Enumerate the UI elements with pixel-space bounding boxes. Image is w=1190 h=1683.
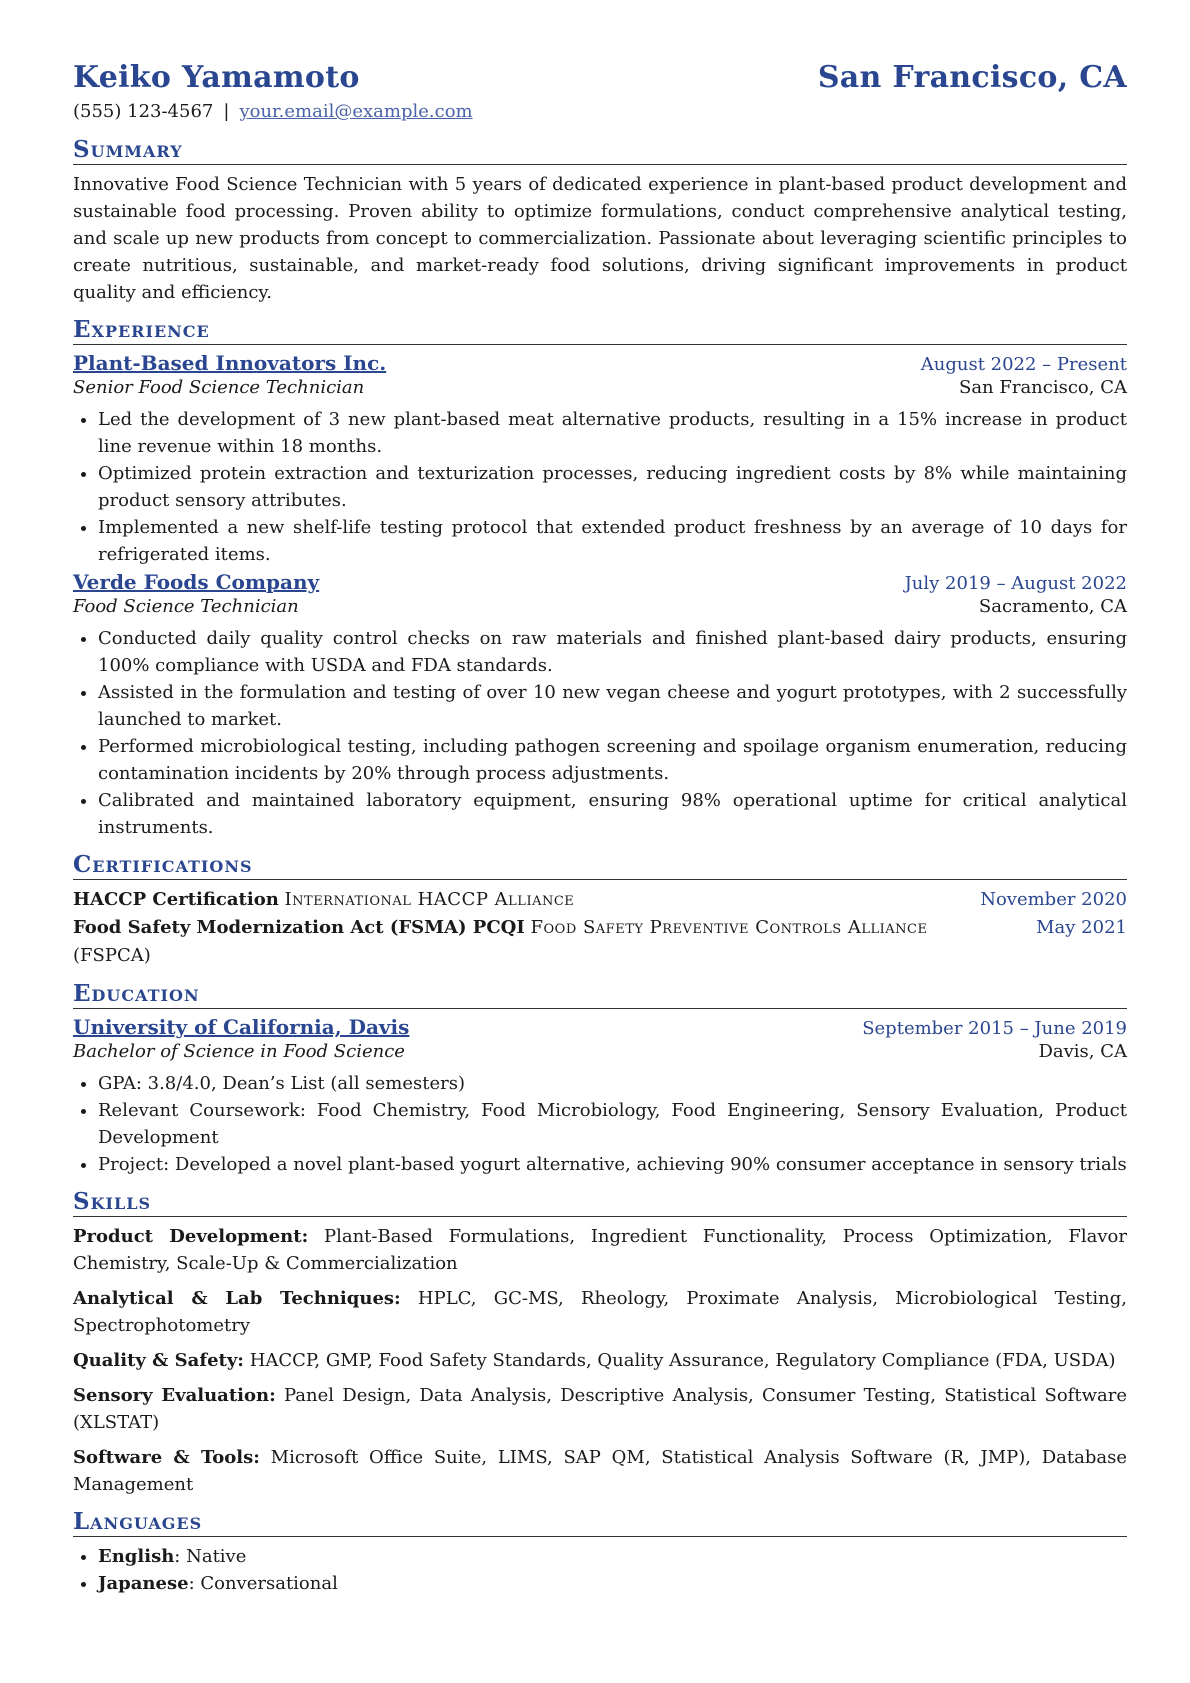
certification-item bbox=[73, 914, 1127, 942]
job-dates: July 2019 – August 2022 bbox=[904, 573, 1127, 594]
phone-number: (555) 123-4567 bbox=[73, 101, 214, 122]
certification-item bbox=[73, 886, 1127, 914]
experience-entry bbox=[73, 351, 1127, 568]
language-level: : Native bbox=[174, 1546, 247, 1567]
language-level: : Conversational bbox=[188, 1573, 338, 1594]
contact-separator: | bbox=[223, 101, 230, 122]
candidate-location: San Francisco, CA bbox=[817, 60, 1127, 95]
job-title: Senior Food Science Technician bbox=[73, 377, 365, 398]
skill-item bbox=[73, 1444, 1127, 1498]
list-item: • Conducted daily quality control checks on raw materials and finished plant-based dairy products, ensuring 100% compliance with USDA and FDA standards. bbox=[98, 625, 1127, 679]
skill-item bbox=[73, 1347, 1127, 1374]
skill-value: HPLC, GC-MS, Rheology, Proximate Analysis, Microbiological Testing, Spectrophotometry bbox=[73, 1288, 1127, 1336]
list-item: • Relevant Coursework: Food Chemistry, Food Microbiology, Food Engineering, Sensory Evaluation, Product Development bbox=[98, 1097, 1127, 1151]
certification-name: HACCP Certification bbox=[73, 889, 279, 910]
contact-line bbox=[73, 101, 1127, 122]
section-title-summary: Summary bbox=[73, 136, 1127, 165]
skill-label: Product Development: bbox=[73, 1226, 309, 1247]
list-item: • Assisted in the formulation and testing of over 10 new vegan cheese and yogurt prototypes, with 2 successfully launched to market. bbox=[98, 679, 1127, 733]
candidate-name: Keiko Yamamoto bbox=[73, 60, 360, 95]
email-link[interactable]: your.email@example.com bbox=[239, 101, 473, 122]
certification-org: Food Safety Preventive Controls Alliance bbox=[530, 917, 928, 938]
job-location: San Francisco, CA bbox=[958, 377, 1127, 398]
job-bullets bbox=[73, 625, 1127, 841]
school-link[interactable]: University of California, Davis bbox=[73, 1015, 410, 1039]
section-title-skills: Skills bbox=[73, 1188, 1127, 1217]
skill-item bbox=[73, 1285, 1127, 1339]
job-dates: August 2022 – Present bbox=[920, 354, 1127, 375]
job-title: Food Science Technician bbox=[73, 596, 299, 617]
section-title-certifications: Certifications bbox=[73, 851, 1127, 880]
certification-org: International HACCP Alliance bbox=[284, 889, 575, 910]
education-bullets bbox=[73, 1070, 1127, 1178]
list-item: • GPA: 3.8/4.0, Dean’s List (all semesters) bbox=[98, 1070, 1127, 1097]
job-bullets bbox=[73, 406, 1127, 568]
experience-entry bbox=[73, 570, 1127, 841]
resume-header bbox=[73, 60, 1127, 95]
list-item: • Performed microbiological testing, including pathogen screening and spoilage organism enumeration, reducing contamination incidents by 20% through process adjustments. bbox=[98, 733, 1127, 787]
certification-org-tail: (FSPCA) bbox=[73, 945, 151, 966]
list-item: • Optimized protein extraction and texturization processes, reducing ingredient costs by 8% while maintaining product sensory attributes. bbox=[98, 460, 1127, 514]
skill-value: Panel Design, Data Analysis, Descriptive Analysis, Consumer Testing, Statistical Software (XLSTAT) bbox=[73, 1385, 1127, 1433]
languages-list bbox=[73, 1543, 1127, 1597]
list-item: • Implemented a new shelf-life testing protocol that extended product freshness by an average of 10 days for refrigerated items. bbox=[98, 514, 1127, 568]
skill-item bbox=[73, 1223, 1127, 1277]
skill-label: Analytical & Lab Techniques: bbox=[73, 1288, 401, 1309]
skill-label: Sensory Evaluation: bbox=[73, 1385, 276, 1406]
company-link[interactable]: Plant-Based Innovators Inc. bbox=[73, 351, 387, 375]
skill-item bbox=[73, 1382, 1127, 1436]
list-item bbox=[98, 1570, 1127, 1597]
section-title-education: Education bbox=[73, 980, 1127, 1009]
education-location: Davis, CA bbox=[1038, 1041, 1127, 1062]
company-link[interactable]: Verde Foods Company bbox=[73, 570, 320, 594]
language-name: English bbox=[98, 1546, 175, 1567]
language-name: Japanese bbox=[98, 1573, 189, 1594]
list-item: • Calibrated and maintained laboratory equipment, ensuring 98% operational uptime for critical analytical instruments. bbox=[98, 787, 1127, 841]
skills-list bbox=[73, 1223, 1127, 1498]
resume-page bbox=[73, 60, 1127, 1597]
skill-value: Microsoft Office Suite, LIMS, SAP QM, Statistical Analysis Software (R, JMP), Database Management bbox=[73, 1447, 1127, 1495]
education-entry bbox=[73, 1015, 1127, 1178]
list-item bbox=[98, 1543, 1127, 1570]
section-title-languages: Languages bbox=[73, 1508, 1127, 1537]
list-item: • Led the development of 3 new plant-based meat alternative products, resulting in a 15% increase in product line revenue within 18 months. bbox=[98, 406, 1127, 460]
education-dates: September 2015 – June 2019 bbox=[862, 1018, 1127, 1039]
skill-value: HACCP, GMP, Food Safety Standards, Quality Assurance, Regulatory Compliance (FDA, USDA) bbox=[249, 1350, 1116, 1371]
skill-label: Quality & Safety: bbox=[73, 1350, 244, 1371]
certification-name: Food Safety Modernization Act (FSMA) PCQI bbox=[73, 917, 525, 938]
summary-text: Innovative Food Science Technician with 5 years of dedicated experience in plant-based product development and sustainable food processing. Proven ability to optimize formulations, conduct comprehensive analytical testing, and scale up new products from concept to commercialization. Passionate about leveraging scientific principles to create nutritious, sustainable, and market-ready food solutions, driving significant improvements in product quality and efficiency. bbox=[73, 174, 1127, 303]
certification-date: November 2020 bbox=[980, 889, 1127, 910]
degree: Bachelor of Science in Food Science bbox=[73, 1041, 405, 1062]
section-title-experience: Experience bbox=[73, 316, 1127, 345]
job-location: Sacramento, CA bbox=[978, 596, 1127, 617]
certification-date: May 2021 bbox=[1036, 917, 1127, 938]
skill-value: Plant-Based Formulations, Ingredient Functionality, Process Optimization, Flavor Chemistry, Scale-Up & Commercialization bbox=[73, 1226, 1127, 1274]
skill-label: Software & Tools: bbox=[73, 1447, 260, 1468]
list-item: • Project: Developed a novel plant-based yogurt alternative, achieving 90% consumer acceptance in sensory trials bbox=[98, 1151, 1127, 1178]
